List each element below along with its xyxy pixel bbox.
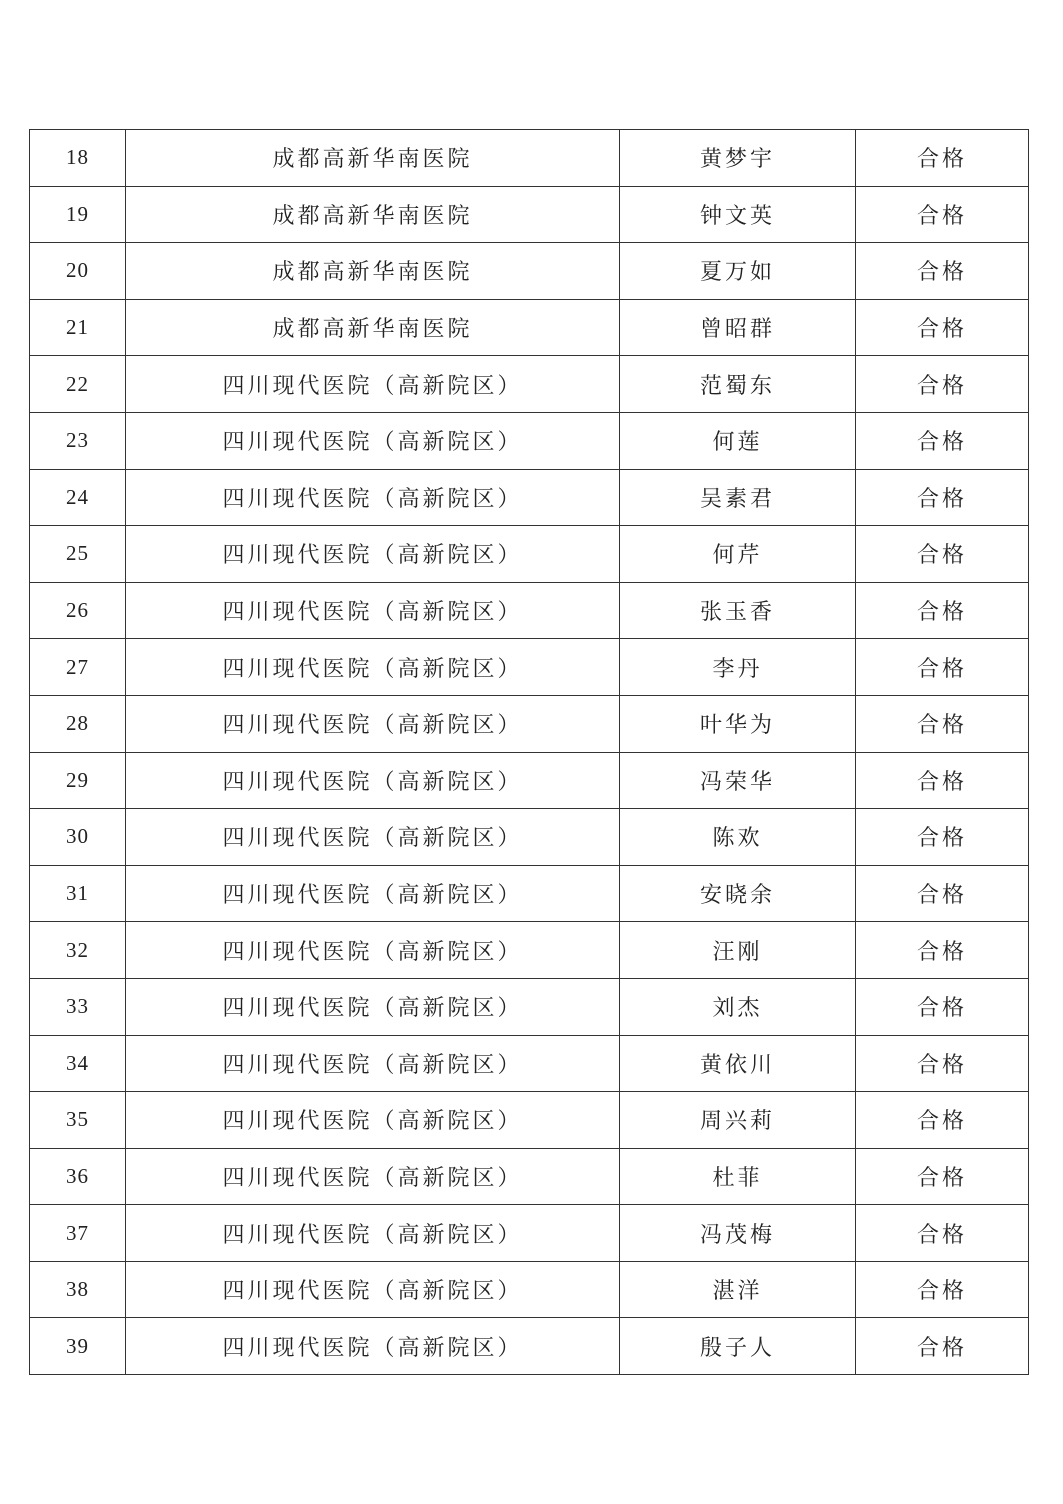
hospital-name: 四川现代医院（高新院区） (126, 1318, 620, 1375)
row-number: 27 (30, 639, 126, 696)
row-number: 35 (30, 1092, 126, 1149)
result-status: 合格 (856, 1261, 1029, 1318)
table-row (30, 130, 1029, 187)
hospital-name: 四川现代医院（高新院区） (126, 1205, 620, 1262)
row-number: 39 (30, 1318, 126, 1375)
result-status: 合格 (856, 356, 1029, 413)
row-number: 31 (30, 865, 126, 922)
table-row (30, 356, 1029, 413)
hospital-name: 四川现代医院（高新院区） (126, 865, 620, 922)
table-row (30, 639, 1029, 696)
results-table (29, 129, 1029, 1375)
result-status: 合格 (856, 186, 1029, 243)
row-number: 37 (30, 1205, 126, 1262)
result-status: 合格 (856, 130, 1029, 187)
result-status: 合格 (856, 639, 1029, 696)
result-status: 合格 (856, 809, 1029, 866)
person-name: 吴素君 (620, 469, 856, 526)
result-status: 合格 (856, 412, 1029, 469)
hospital-name: 四川现代医院（高新院区） (126, 469, 620, 526)
row-number: 36 (30, 1148, 126, 1205)
row-number: 25 (30, 526, 126, 583)
person-name: 冯荣华 (620, 752, 856, 809)
result-status: 合格 (856, 1148, 1029, 1205)
person-name: 李丹 (620, 639, 856, 696)
row-number: 22 (30, 356, 126, 413)
table-row (30, 1205, 1029, 1262)
row-number: 20 (30, 243, 126, 300)
row-number: 24 (30, 469, 126, 526)
table-row (30, 299, 1029, 356)
person-name: 冯茂梅 (620, 1205, 856, 1262)
row-number: 26 (30, 582, 126, 639)
results-table-body (30, 130, 1029, 1375)
hospital-name: 四川现代医院（高新院区） (126, 526, 620, 583)
table-row (30, 1261, 1029, 1318)
person-name: 湛洋 (620, 1261, 856, 1318)
person-name: 杜菲 (620, 1148, 856, 1205)
table-row (30, 1148, 1029, 1205)
person-name: 范蜀东 (620, 356, 856, 413)
result-status: 合格 (856, 1035, 1029, 1092)
result-status: 合格 (856, 469, 1029, 526)
row-number: 21 (30, 299, 126, 356)
person-name: 陈欢 (620, 809, 856, 866)
row-number: 33 (30, 978, 126, 1035)
hospital-name: 四川现代医院（高新院区） (126, 978, 620, 1035)
hospital-name: 四川现代医院（高新院区） (126, 639, 620, 696)
result-status: 合格 (856, 526, 1029, 583)
result-status: 合格 (856, 752, 1029, 809)
result-status: 合格 (856, 695, 1029, 752)
table-row (30, 469, 1029, 526)
table-row (30, 1092, 1029, 1149)
row-number: 30 (30, 809, 126, 866)
table-row (30, 1035, 1029, 1092)
person-name: 周兴莉 (620, 1092, 856, 1149)
hospital-name: 四川现代医院（高新院区） (126, 695, 620, 752)
person-name: 黄梦宇 (620, 130, 856, 187)
table-row (30, 809, 1029, 866)
hospital-name: 四川现代医院（高新院区） (126, 1261, 620, 1318)
person-name: 叶华为 (620, 695, 856, 752)
table-row (30, 695, 1029, 752)
table-row (30, 243, 1029, 300)
person-name: 汪刚 (620, 922, 856, 979)
hospital-name: 四川现代医院（高新院区） (126, 356, 620, 413)
row-number: 28 (30, 695, 126, 752)
row-number: 34 (30, 1035, 126, 1092)
table-row (30, 922, 1029, 979)
result-status: 合格 (856, 865, 1029, 922)
person-name: 何芹 (620, 526, 856, 583)
table-row (30, 412, 1029, 469)
row-number: 38 (30, 1261, 126, 1318)
person-name: 曾昭群 (620, 299, 856, 356)
row-number: 29 (30, 752, 126, 809)
hospital-name: 成都高新华南医院 (126, 130, 620, 187)
result-status: 合格 (856, 1318, 1029, 1375)
person-name: 张玉香 (620, 582, 856, 639)
result-status: 合格 (856, 582, 1029, 639)
table-row (30, 978, 1029, 1035)
row-number: 18 (30, 130, 126, 187)
hospital-name: 成都高新华南医院 (126, 243, 620, 300)
hospital-name: 四川现代医院（高新院区） (126, 1035, 620, 1092)
person-name: 夏万如 (620, 243, 856, 300)
hospital-name: 四川现代医院（高新院区） (126, 582, 620, 639)
result-status: 合格 (856, 299, 1029, 356)
result-status: 合格 (856, 1092, 1029, 1149)
person-name: 钟文英 (620, 186, 856, 243)
result-status: 合格 (856, 1205, 1029, 1262)
row-number: 23 (30, 412, 126, 469)
table-row (30, 582, 1029, 639)
result-status: 合格 (856, 243, 1029, 300)
person-name: 殷子人 (620, 1318, 856, 1375)
hospital-name: 四川现代医院（高新院区） (126, 752, 620, 809)
table-row (30, 865, 1029, 922)
hospital-name: 成都高新华南医院 (126, 186, 620, 243)
hospital-name: 四川现代医院（高新院区） (126, 922, 620, 979)
hospital-name: 四川现代医院（高新院区） (126, 1148, 620, 1205)
person-name: 黄依川 (620, 1035, 856, 1092)
hospital-name: 四川现代医院（高新院区） (126, 809, 620, 866)
person-name: 何莲 (620, 412, 856, 469)
hospital-name: 四川现代医院（高新院区） (126, 412, 620, 469)
person-name: 安晓余 (620, 865, 856, 922)
table-row (30, 526, 1029, 583)
hospital-name: 成都高新华南医院 (126, 299, 620, 356)
table-row (30, 186, 1029, 243)
result-status: 合格 (856, 978, 1029, 1035)
result-status: 合格 (856, 922, 1029, 979)
hospital-name: 四川现代医院（高新院区） (126, 1092, 620, 1149)
person-name: 刘杰 (620, 978, 856, 1035)
table-row (30, 752, 1029, 809)
table-row (30, 1318, 1029, 1375)
row-number: 19 (30, 186, 126, 243)
row-number: 32 (30, 922, 126, 979)
